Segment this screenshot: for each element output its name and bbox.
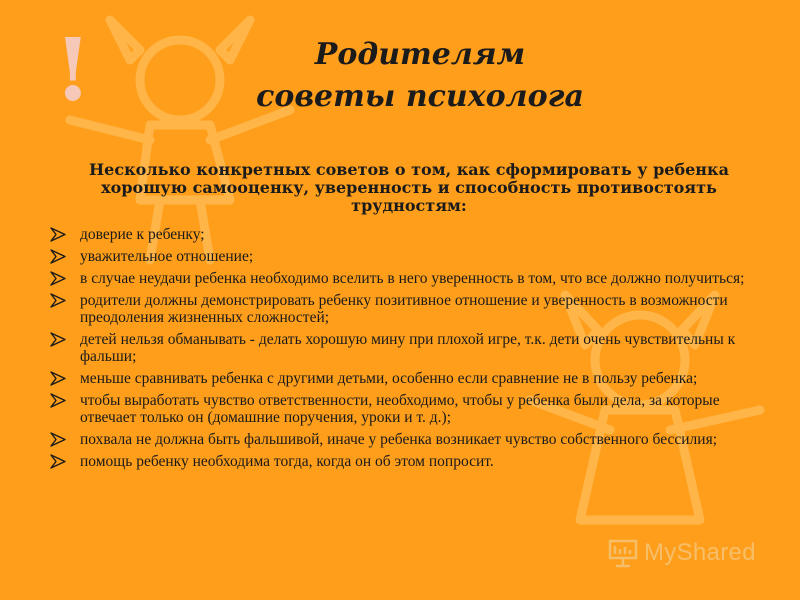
list-item (48, 431, 748, 448)
list-item (48, 292, 748, 326)
arrow-bullet-icon (50, 371, 66, 386)
list-item-text: родители должны демонстрировать ребенку позитивное отношение и уверенность в возможности преодоления жизненных сложностей; (80, 292, 728, 326)
title-line-2: советы психолога (256, 79, 584, 114)
title-line-1: Родителям (314, 37, 526, 72)
list-item-text: уважительное отношение; (80, 248, 254, 265)
watermark-text: MyShared (644, 539, 756, 566)
arrow-bullet-icon (50, 293, 66, 308)
list-item-text: в случае неудачи ребенка необходимо вселить в него уверенность в том, что все должно получиться; (80, 270, 745, 287)
list-item (48, 392, 748, 426)
arrow-bullet-icon (50, 454, 66, 469)
list-item-text: похвала не должна быть фальшивой, иначе у ребенка возникает чувство собственного бессилия; (80, 431, 718, 448)
list-item (48, 270, 748, 287)
tips-list (48, 226, 748, 475)
arrow-bullet-icon (50, 432, 66, 447)
list-item (48, 370, 748, 387)
arrow-bullet-icon (50, 332, 66, 347)
arrow-bullet-icon (50, 393, 66, 408)
myshared-watermark (606, 538, 756, 568)
intro-paragraph: Несколько конкретных советов о том, как сформировать у ребенка хорошую самооценку, уверенность и способность противостоять трудностям: (89, 160, 729, 215)
arrow-bullet-icon (50, 249, 66, 264)
list-item (48, 331, 748, 365)
list-item-text: чтобы выработать чувство ответственности, необходимо, чтобы у ребенка были дела, за которые отвечает только он (домашние поручения, уроки и т. д.); (80, 392, 720, 426)
arrow-bullet-icon (50, 227, 66, 242)
exclamation-mark: ! (54, 20, 92, 121)
list-item (48, 453, 748, 470)
list-item (48, 226, 748, 243)
list-item-text: помощь ребенку необходима тогда, когда он об этом попросит. (80, 453, 494, 470)
list-item-text: детей нельзя обманывать - делать хорошую мину при плохой игре, т.к. дети очень чувствительны к фальши; (80, 331, 736, 365)
list-item-text: меньше сравнивать ребенка с другими детьми, особенно если сравнение не в пользу ребенка; (80, 370, 698, 387)
arrow-bullet-icon (50, 271, 66, 286)
presentation-screen-icon (606, 538, 640, 568)
list-item (48, 248, 748, 265)
list-item-text: доверие к ребенку; (80, 226, 205, 243)
slide-title (200, 34, 640, 118)
